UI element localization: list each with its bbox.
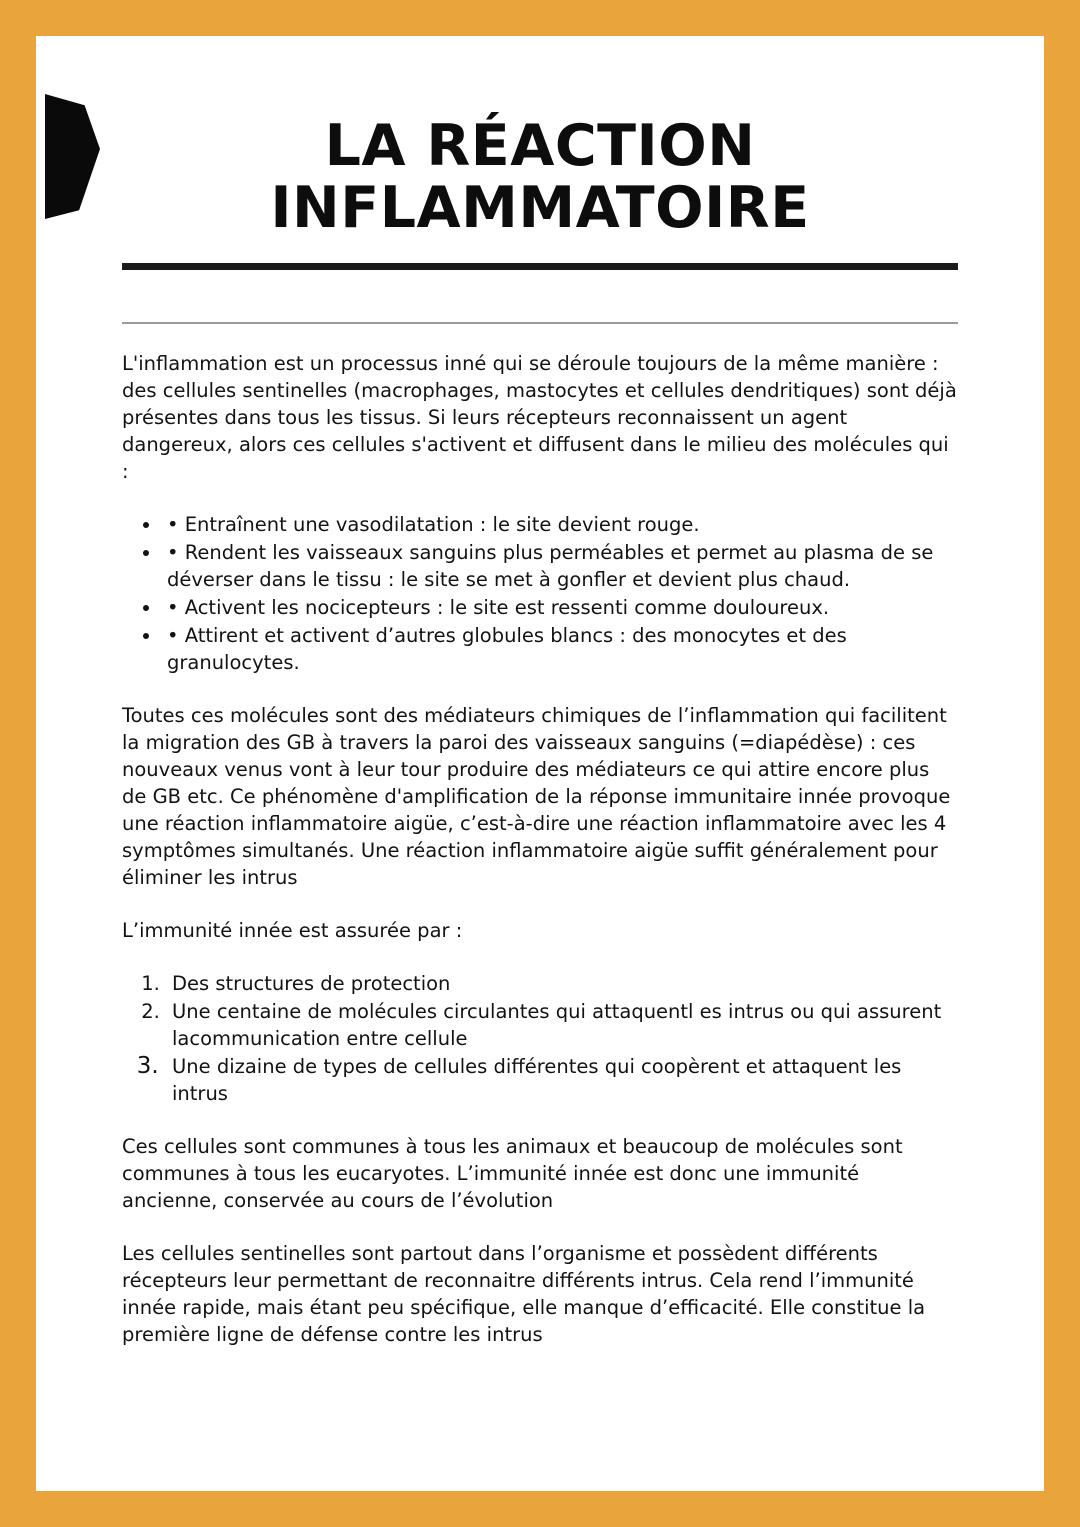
mediators-paragraph: Toutes ces molécules sont des médiateurs chimiques de l’inflammation qui facilitent la migration des GB à travers la paroi des vaisseaux sanguins (=diapédèse) : ces nouveaux venus vont à leur tour produire des médiateurs ce qui attire encore plus de GB etc. Ce phénomène d'amplification de la réponse immunitaire innée provoque une réaction inflammatoire aigüe, c’est-à-dire une réaction inflammatoire avec les 4 symptômes simultanés. Une réaction inflammatoire aigüe suffit généralement pour éliminer les intrus xyxy=(122,704,951,890)
sentinel-paragraph: Les cellules sentinelles sont partout dans l’organisme et possèdent différents récepteurs leur permettant de reconnaitre différents intrus. Cela rend l’immunité innée rapide, mais étant peu spécifique, elle manque d’efficacité. Elle constitue la première ligne de défense contre les intrus xyxy=(122,1242,926,1347)
list-item: • • Activent les nocicepteurs : le site est ressenti comme douloureux. xyxy=(162,594,958,621)
list-item: • • Rendent les vaisseaux sanguins plus perméables et permet au plasma de se déverser dans le tissu : le site se met à gonfler et devient plus chaud. xyxy=(162,539,958,593)
immunity-numbered-list xyxy=(166,970,958,1107)
list-item: 2. Une centaine de molécules circulantes qui attaquentl es intrus ou qui assurent lacommunication entre cellule xyxy=(166,998,958,1052)
symptoms-bullet-list xyxy=(162,511,958,676)
common-cells-paragraph: Ces cellules sont communes à tous les animaux et beaucoup de molécules sont communes à tous les eucaryotes. L’immunité innée est donc une immunité ancienne, conservée au cours de l’évolution xyxy=(122,1135,903,1213)
list-item: 3. Une dizaine de types de cellules différentes qui coopèrent et attaquent les intrus xyxy=(166,1053,958,1107)
intro-paragraph: L'inflammation est un processus inné qui se déroule toujours de la même manière : des cellules sentinelles (macrophages, mastocytes et cellules dendritiques) sont déjà présentes dans tous les tissus. Si leurs récepteurs reconnaissent un agent dangereux, alors ces cellules s'activent et diffusent dans le milieu des molécules qui : xyxy=(122,352,957,484)
title-divider xyxy=(122,263,958,270)
immunity-lead: L’immunité innée est assurée par : xyxy=(122,919,463,943)
section-divider xyxy=(122,322,958,324)
list-item: • • Entraînent une vasodilatation : le site devient rouge. xyxy=(162,511,958,538)
list-item: • • Attirent et activent d’autres globules blancs : des monocytes et des granulocytes. xyxy=(162,622,958,676)
list-item: 1. Des structures de protection xyxy=(166,970,958,997)
page-title: LA RÉACTION INFLAMMATOIRE xyxy=(270,113,810,241)
document-body xyxy=(122,350,958,1348)
bookmark-ribbon-icon xyxy=(45,94,100,219)
